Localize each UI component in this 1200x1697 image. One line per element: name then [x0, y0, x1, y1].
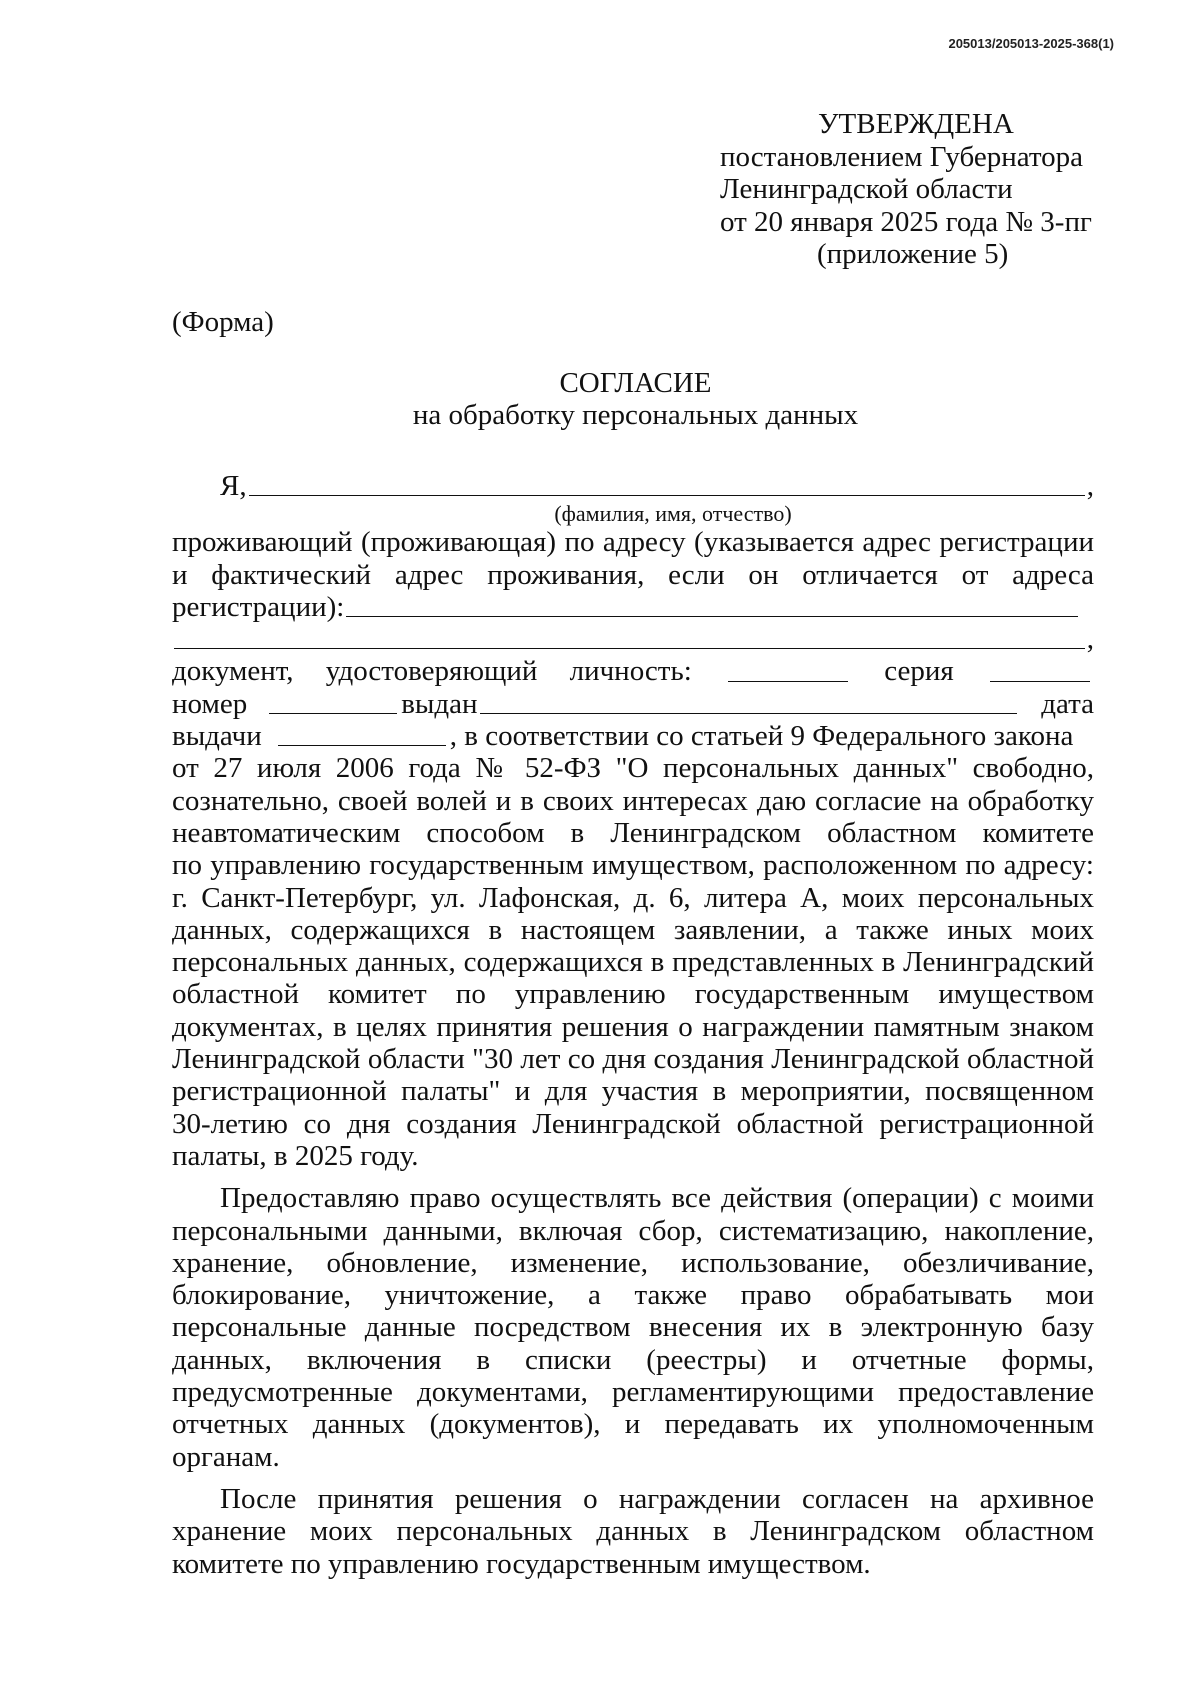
approval-line-2: Ленинградской области	[720, 173, 1013, 205]
issue-label: выдачи	[172, 720, 262, 753]
address-label: регистрации):	[172, 590, 345, 623]
paragraph-2-last-line: органам.	[172, 1440, 280, 1473]
doc-word-1: документ,	[172, 655, 294, 688]
number-label: номер	[172, 687, 248, 720]
paragraph-1-line: регистрационной палаты" и для участия в мероприятии, посвященном	[172, 1075, 1094, 1108]
series-label: серия	[884, 655, 954, 688]
fio-caption: (фамилия, имя, отчество)	[554, 501, 792, 527]
approval-line-1: постановлением Губернатора	[720, 140, 1084, 173]
identity-doc-blank[interactable]	[728, 681, 848, 682]
paragraph-1-line: от 27 июля 2006 года № 52-ФЗ "О персональных данных" свободно,	[172, 752, 1094, 785]
document-title: СОГЛАСИЕ	[559, 367, 712, 399]
issued-label: выдан	[401, 687, 478, 720]
series-blank[interactable]	[990, 681, 1090, 682]
approval-title: УТВЕРЖДЕНА	[818, 108, 1014, 140]
address-line-4	[172, 623, 1094, 655]
document-id: 205013/205013-2025-368(1)	[948, 36, 1114, 51]
address-blank-1[interactable]	[346, 616, 1078, 617]
paragraph-1-line: неавтоматическим способом в Ленинградском областном комитете	[172, 816, 1094, 849]
address-line-1: проживающий (проживающая) по адресу (указывается адрес регистрации	[172, 526, 1094, 559]
paragraph-2-line: блокирование, уничтожение, а также право обрабатывать мои	[172, 1279, 1094, 1312]
doc-word-3: личность:	[569, 655, 692, 688]
paragraph-1-line: данных, содержащихся в настоящем заявлении, а также иных моих	[172, 913, 1094, 946]
fio-comma: ,	[1086, 470, 1094, 502]
approval-annex: (приложение 5)	[817, 238, 1009, 270]
identity-doc-line	[172, 655, 1094, 687]
address-blank-2[interactable]	[174, 648, 1085, 649]
fio-blank[interactable]	[249, 495, 1085, 496]
paragraph-3-last-line: комитете по управлению государственным имуществом.	[172, 1547, 871, 1580]
law-reference: , в соответствии со статьей 9 Федерального закона	[449, 720, 1074, 753]
paragraph-1-line: документах, в целях принятия решения о награждении памятным знаком	[172, 1010, 1094, 1043]
paragraph-1-line: г. Санкт-Петербург, ул. Лафонская, д. 6, литера А, моих персональных	[172, 881, 1094, 914]
issued-blank[interactable]	[480, 713, 1018, 714]
paragraph-1-line: персональных данных, содержащихся в представленных в Ленинградский	[172, 946, 1094, 979]
form-label: (Форма)	[172, 306, 274, 338]
paragraph-1-line: Ленинградской области "30 лет со дня создания Ленинградской областной	[172, 1043, 1094, 1076]
i-prefix: Я,	[220, 470, 247, 502]
paragraph-2-line: хранение, обновление, изменение, использование, обезличивание,	[172, 1246, 1094, 1279]
paragraph-1-line: по управлению государственным имуществом, расположенном по адресу:	[172, 849, 1094, 882]
paragraph-2-line: персональными данными, включая сбор, систематизацию, накопление,	[172, 1214, 1094, 1247]
paragraph-3-line: После принятия решения о награждении согласен на архивное	[220, 1482, 1094, 1515]
paragraph-2-line: данных, включения в списки (реестры) и отчетные формы,	[172, 1343, 1094, 1376]
address-line-3	[172, 591, 1094, 623]
issue-date-blank[interactable]	[278, 745, 446, 746]
document-subtitle: на обработку персональных данных	[412, 399, 859, 431]
number-blank[interactable]	[269, 713, 397, 714]
paragraph-3-line: хранение моих персональных данных в Ленинградском областном	[172, 1515, 1094, 1548]
fio-line	[172, 470, 1094, 502]
paragraph-1-last-line: палаты, в 2025 году.	[172, 1139, 419, 1172]
paragraph-1-line: областной комитет по управлению государственным имуществом	[172, 978, 1094, 1011]
date-label: дата	[1041, 687, 1094, 720]
approval-line-3: от 20 января 2025 года № 3-пг	[720, 205, 1092, 238]
paragraph-2-line: отчетных данных (документов), и передавать их уполномоченным	[172, 1408, 1094, 1441]
paragraph-2-line: персональные данные посредством внесения их в электронную базу	[172, 1311, 1094, 1344]
address-comma: ,	[1086, 623, 1094, 656]
document-body	[172, 470, 1094, 1580]
approval-stamp-block	[720, 108, 1092, 271]
paragraph-1-line: сознательно, своей волей и в своих интересах даю согласие на обработку	[172, 784, 1094, 817]
document-title-block	[0, 367, 1200, 431]
paragraph-2-line: Предоставляю право осуществлять все действия (операции) с моими	[220, 1182, 1094, 1215]
paragraph-1-line: 30-летию со дня создания Ленинградской областной регистрационной	[172, 1107, 1094, 1140]
address-line-2: и фактический адрес проживания, если он отличается от адреса	[172, 558, 1094, 591]
doc-word-2: удостоверяющий	[325, 655, 538, 688]
paragraph-2-line: предусмотренные документами, регламентирующими предоставление	[172, 1376, 1094, 1409]
issue-date-line	[172, 720, 1094, 752]
number-line	[172, 688, 1094, 720]
